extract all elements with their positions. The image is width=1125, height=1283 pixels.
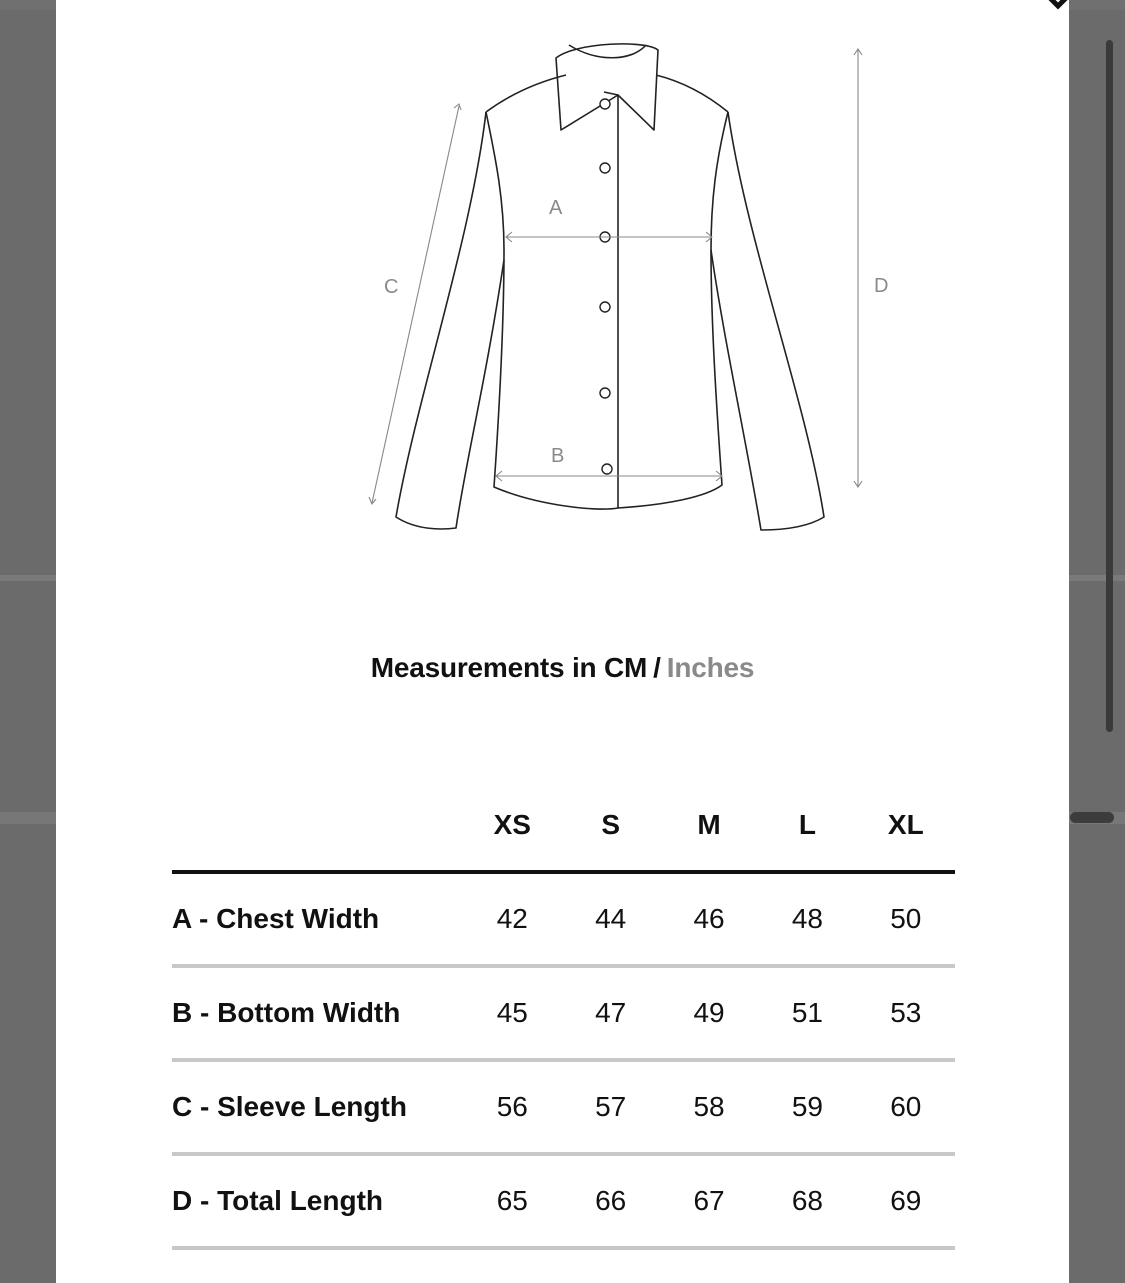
- table-cell: 45: [463, 966, 561, 1060]
- table-cell: 42: [463, 872, 561, 966]
- table-cell: 50: [857, 872, 955, 966]
- table-cell: 56: [463, 1060, 561, 1154]
- table-cell: 53: [857, 966, 955, 1060]
- diagram-label-d: D: [874, 275, 889, 297]
- table-cell: 59: [758, 1060, 856, 1154]
- unit-separator: /: [653, 652, 661, 683]
- table-cell: 67: [660, 1154, 758, 1248]
- table-row: [172, 1060, 955, 1154]
- row-label: B - Bottom Width: [172, 966, 463, 1060]
- table-row: [172, 1154, 955, 1248]
- size-header: XL: [857, 780, 955, 872]
- table-cell: 44: [561, 872, 659, 966]
- scrollbar[interactable]: [1106, 40, 1113, 732]
- shirt-diagram: [306, 30, 889, 550]
- measurement-unit-heading: [56, 652, 1069, 684]
- size-header: XS: [463, 780, 561, 872]
- table-row: [172, 872, 955, 966]
- table-header-empty: [172, 780, 463, 872]
- table-cell: 65: [463, 1154, 561, 1248]
- table-cell: 57: [561, 1060, 659, 1154]
- table-header-row: [172, 780, 955, 872]
- table-cell: 47: [561, 966, 659, 1060]
- diagram-label-b: B: [551, 445, 565, 467]
- table-cell: 49: [660, 966, 758, 1060]
- table-cell: 66: [561, 1154, 659, 1248]
- size-header: S: [561, 780, 659, 872]
- table-row: [172, 966, 955, 1060]
- size-header: L: [758, 780, 856, 872]
- close-button[interactable]: [1038, 0, 1078, 22]
- row-label: D - Total Length: [172, 1154, 463, 1248]
- size-header: M: [660, 780, 758, 872]
- row-label: C - Sleeve Length: [172, 1060, 463, 1154]
- table-cell: 48: [758, 872, 856, 966]
- scroll-handle[interactable]: [1070, 812, 1114, 823]
- size-guide-modal: [56, 0, 1069, 1283]
- table-cell: 69: [857, 1154, 955, 1248]
- row-label: A - Chest Width: [172, 872, 463, 966]
- table-cell: 68: [758, 1154, 856, 1248]
- table-cell: 46: [660, 872, 758, 966]
- table-cell: 58: [660, 1060, 758, 1154]
- table-cell: 60: [857, 1060, 955, 1154]
- unit-inches[interactable]: Inches: [666, 652, 755, 683]
- size-chart-table: [172, 780, 955, 1250]
- table-cell: 51: [758, 966, 856, 1060]
- close-icon: [1038, 0, 1078, 22]
- unit-cm[interactable]: Measurements in CM: [370, 652, 648, 683]
- diagram-label-c: C: [384, 276, 399, 298]
- diagram-label-a: A: [549, 197, 563, 219]
